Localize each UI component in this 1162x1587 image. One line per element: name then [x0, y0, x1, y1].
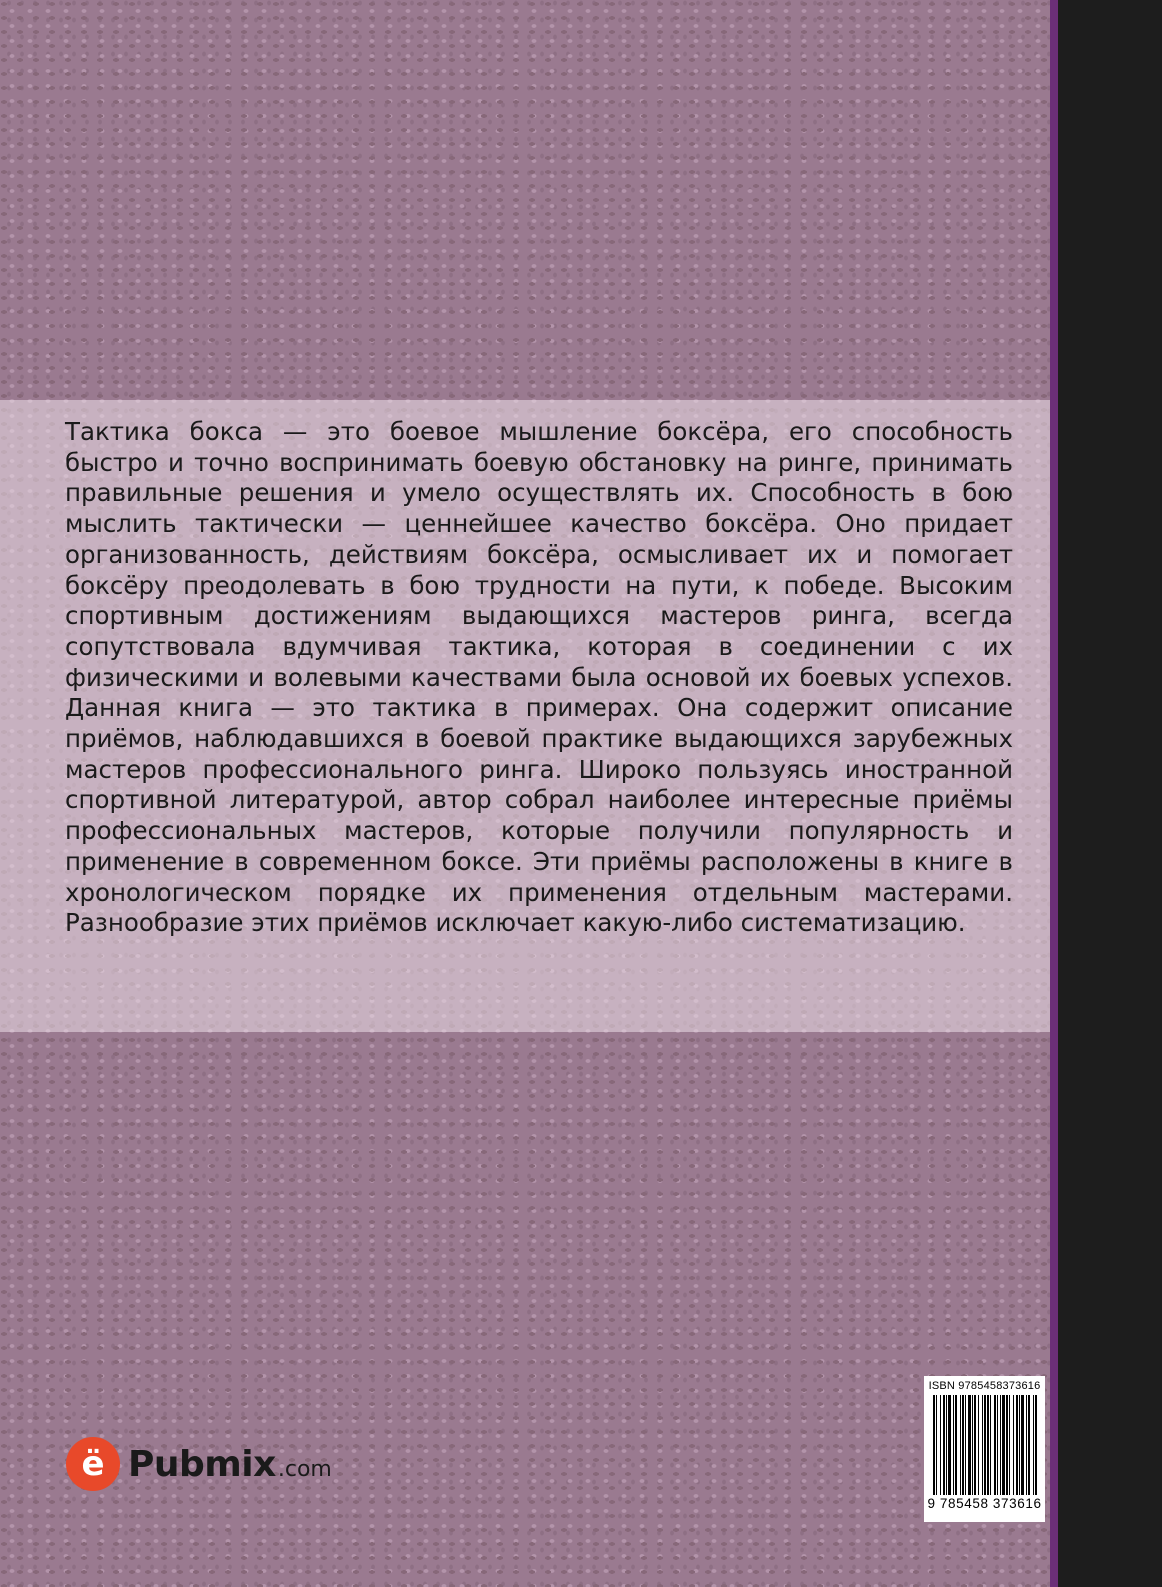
- barcode-bar: [1019, 1395, 1020, 1495]
- barcode-bar: [953, 1395, 954, 1495]
- barcode-bar: [974, 1395, 976, 1495]
- barcode-bar: [978, 1395, 979, 1495]
- barcode-bar: [962, 1395, 964, 1495]
- barcode-bar: [946, 1395, 947, 1495]
- barcode-bar: [1021, 1395, 1024, 1495]
- barcode-bar: [994, 1395, 996, 1495]
- barcode-bar: [1028, 1395, 1030, 1495]
- barcode-bar: [936, 1395, 937, 1495]
- barcode-bar: [1013, 1395, 1014, 1495]
- isbn-digits: 9 785458 373616: [927, 1496, 1042, 1511]
- spine-edge: [1050, 0, 1058, 1587]
- isbn-label: ISBN 9785458373616: [928, 1380, 1041, 1392]
- barcode-bar: [960, 1395, 961, 1495]
- barcode-icon: [931, 1395, 1039, 1495]
- barcode-bar: [1009, 1395, 1010, 1495]
- barcode-bar: [1006, 1395, 1008, 1495]
- barcode-bar: [1035, 1395, 1037, 1495]
- barcode-bar: [943, 1395, 945, 1495]
- publisher-logo: [66, 1434, 332, 1494]
- barcode-bar: [1016, 1395, 1018, 1495]
- spine: [1058, 0, 1162, 1587]
- barcode-bar: [990, 1395, 991, 1495]
- barcode-bar: [1026, 1395, 1027, 1495]
- isbn-barcode-box: [924, 1376, 1045, 1522]
- barcode-bar: [933, 1395, 935, 1495]
- publisher-name: Pubmix: [128, 1443, 276, 1485]
- barcode-bar: [940, 1395, 941, 1495]
- barcode-bar: [1000, 1395, 1001, 1495]
- barcode-bar: [1033, 1395, 1034, 1495]
- barcode-bar: [968, 1395, 971, 1495]
- publisher-badge-icon: ё: [66, 1437, 120, 1491]
- barcode-bar: [982, 1395, 983, 1495]
- book-description: Тактика бокса — это боевое мышление боксёра, его способность быстро и точно воспринимать боевую обстановку на ринге, принимать правильные решения и умело осуществлять их. Способность в бою мыслить тактически — ценнейшее качество боксёра. Оно придает организованность, действиям боксёра, осмысливает их и помогает боксёру преодолевать в бою трудности на пути, к победе. Высоким спортивным достижениям выдающихся мастеров ринга, всегда сопутствовала вдумчивая тактика, которая в соединении с их физическими и волевыми качествами была основой их боевых успехов. Данная книга — это тактика в примерах. Она содержит описание приёмов, наблюдавшихся в боевой практике выдающихся зарубежных мастеров профессионального ринга. Широко пользуясь иностранной спортивной литературой, автор собрал наиболее интересные приёмы профессиональных мастеров, которые получили популярность и применение в современном боксе. Эти приёмы расположены в книге в хронологическом порядке их применения отдельным мастерами. Разнообразие этих приёмов исключает какую-либо систематизацию.: [65, 417, 1013, 938]
- barcode-bar: [997, 1395, 998, 1495]
- barcode-bar: [987, 1395, 989, 1495]
- barcode-bar: [972, 1395, 973, 1495]
- barcode-bar: [1002, 1395, 1005, 1495]
- barcode-bar: [965, 1395, 966, 1495]
- barcode-bar: [955, 1395, 957, 1495]
- barcode-bar: [984, 1395, 986, 1495]
- publisher-domain: .com: [277, 1456, 332, 1482]
- barcode-bar: [948, 1395, 951, 1495]
